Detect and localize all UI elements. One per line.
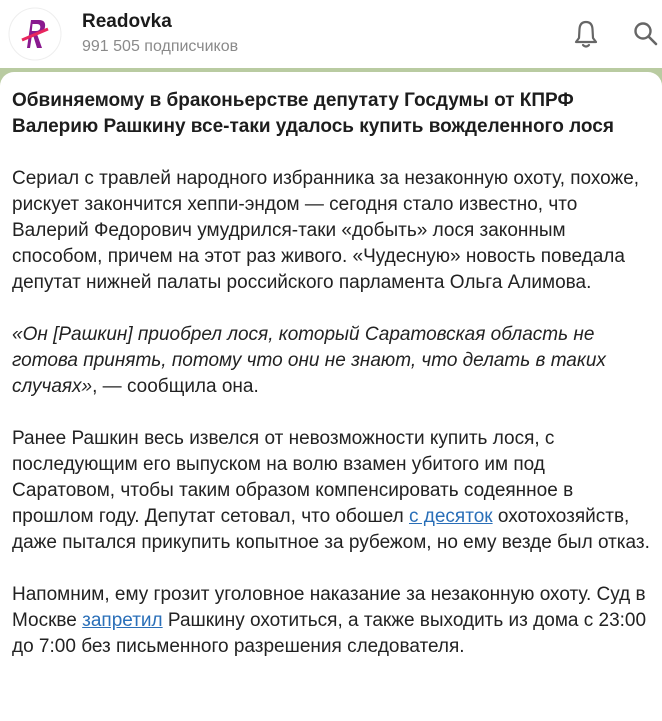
bell-icon bbox=[570, 18, 602, 50]
post-quote-paragraph bbox=[12, 322, 652, 400]
link-zapretil[interactable]: запретил bbox=[82, 610, 163, 631]
search-button[interactable] bbox=[630, 18, 662, 50]
post-paragraph-4 bbox=[12, 582, 652, 660]
post-title: Обвиняемому в браконьерстве депутату Госдумы от КПРФ Валерию Рашкину все-таки удалось купить вожделенного лося bbox=[12, 90, 614, 137]
notifications-button[interactable] bbox=[570, 18, 602, 50]
post-quote-attribution: , — сообщила она. bbox=[92, 376, 259, 397]
post-paragraph-4-end: Рашкину охотиться, а также выходить из дома с 23:00 до 7:00 без письменного разрешения следователя. bbox=[12, 610, 647, 657]
channel-avatar[interactable] bbox=[8, 7, 62, 61]
channel-header bbox=[0, 0, 662, 68]
post-text bbox=[12, 88, 652, 686]
link-s-desyatok[interactable]: с десяток bbox=[409, 506, 493, 527]
readovka-logo-icon bbox=[8, 7, 62, 61]
search-icon bbox=[630, 18, 662, 50]
post-paragraph-1: Сериал с травлей народного избранника за незаконную охоту, похоже, рискует закончится хеппи-эндом — сегодня стало известно, что Валерий Федорович умудрился-таки «добыть» лося законным способом, причем на этот раз живого. «Чудесную» новость поведала депутат нижней палаты российского парламента Ольга Алимова. bbox=[12, 168, 640, 293]
channel-name[interactable]: Readovka bbox=[82, 11, 172, 32]
post-paragraph-3-end: охотохозяйств, даже пытался прикупить копытное за рубежом, но ему везде был отказ. bbox=[12, 506, 650, 553]
post-quote: «Он [Рашкин] приобрел лося, который Саратовская область не готова принять, потому что они не знают, что делать в таких случаях» bbox=[12, 324, 606, 397]
post-paragraph-3 bbox=[12, 426, 652, 556]
subscriber-count: 991 505 подписчиков bbox=[82, 38, 239, 55]
post-paragraph-3-start: Ранее Рашкин весь извелся от невозможности купить лося, с последующим его выпуском на волю взамен убитого им под Саратовом, чтобы таким образом компенсировать содеянное в прошлом году. Депутат сетовал, что обошел bbox=[12, 428, 574, 527]
post-paragraph-4-start: Напомним, ему грозит уголовное наказание за незаконную охоту. Суд в Москве bbox=[12, 584, 646, 631]
